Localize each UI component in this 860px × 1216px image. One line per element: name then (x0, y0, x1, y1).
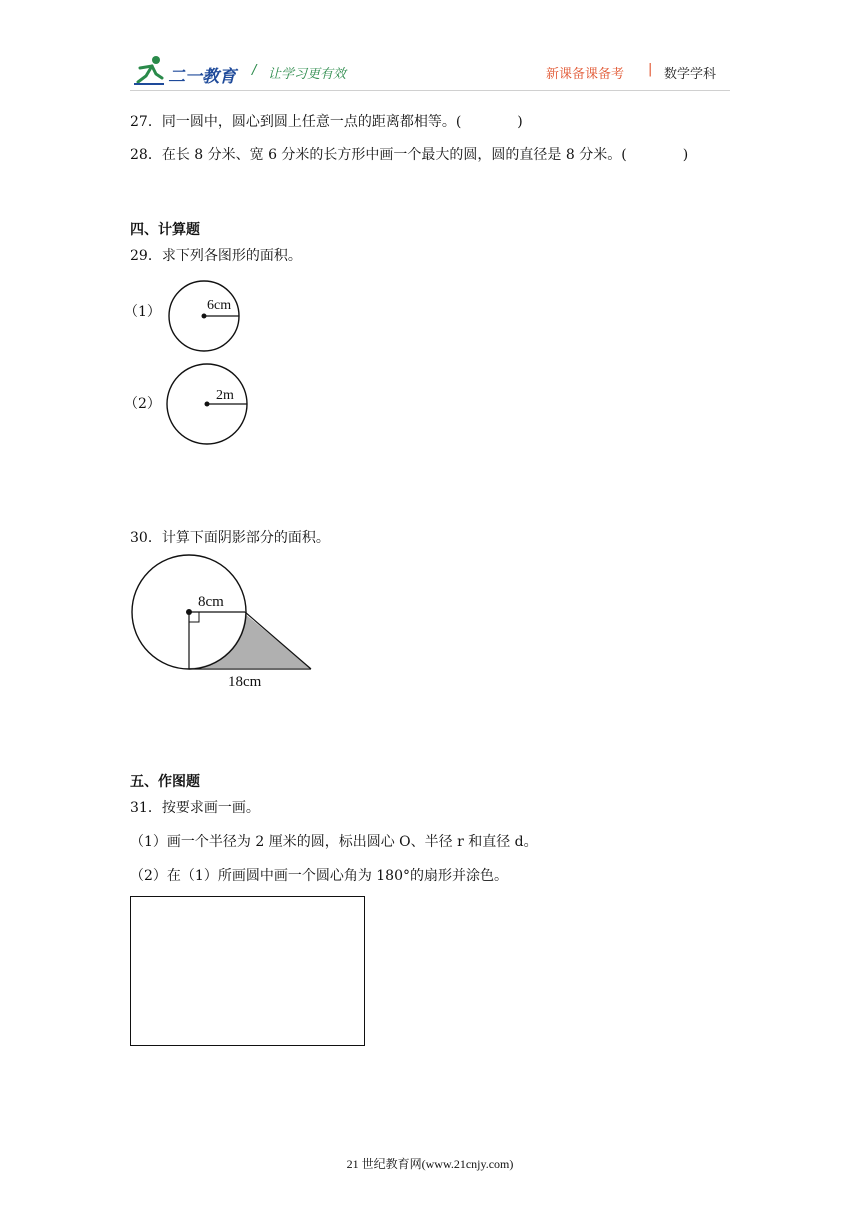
footer-text: 21 世纪教育网(www.21cnjy.com) (346, 1157, 514, 1171)
figure-3-base-label: 18cm (228, 674, 262, 690)
section-4-title: 四、计算题 (130, 222, 200, 238)
header-slogan: 让学习更有效 (268, 67, 347, 82)
figure-2-circle (164, 362, 254, 448)
question-30: 30．计算下面阴影部分的面积。 (130, 530, 330, 546)
header-course-label: 新课备课备考 (546, 67, 625, 82)
header (0, 0, 860, 100)
question-31: 31．按要求画一画。 (130, 800, 260, 816)
question-31-part-1: （1）画一个半径为 2 厘米的圆，标出圆心 O、半径 r 和直径 d。 (130, 834, 538, 850)
drawing-area-box (130, 896, 365, 1046)
figure-3-shaded-area (128, 554, 318, 690)
header-separator: | (648, 62, 653, 77)
question-29: 29．求下列各图形的面积。 (130, 248, 302, 264)
header-subject-label: 数学学科 (664, 67, 717, 82)
header-rule (130, 90, 730, 91)
question-27: 27．同一圆中，圆心到圆上任意一点的距离都相等。( ) (130, 114, 523, 130)
logo-text: 二一教育 (168, 67, 236, 87)
figure-2-label: （2） (124, 396, 161, 412)
question-28: 28．在长 8 分米、宽 6 分米的长方形中画一个最大的圆，圆的直径是 8 分米。( ) (130, 147, 689, 163)
question-31-part-2: （2）在（1）所画圆中画一个圆心角为 180°的扇形并涂色。 (130, 868, 508, 884)
figure-3-radius-label: 8cm (198, 594, 224, 610)
figure-2-radius-label: 2m (216, 388, 234, 403)
slogan-separator: / (252, 63, 257, 78)
figure-1-circle (164, 276, 248, 356)
logo-runner-icon (132, 54, 166, 88)
section-5-title: 五、作图题 (130, 774, 200, 790)
figure-1-radius-label: 6cm (207, 298, 232, 313)
figure-1-label: （1） (124, 304, 161, 320)
